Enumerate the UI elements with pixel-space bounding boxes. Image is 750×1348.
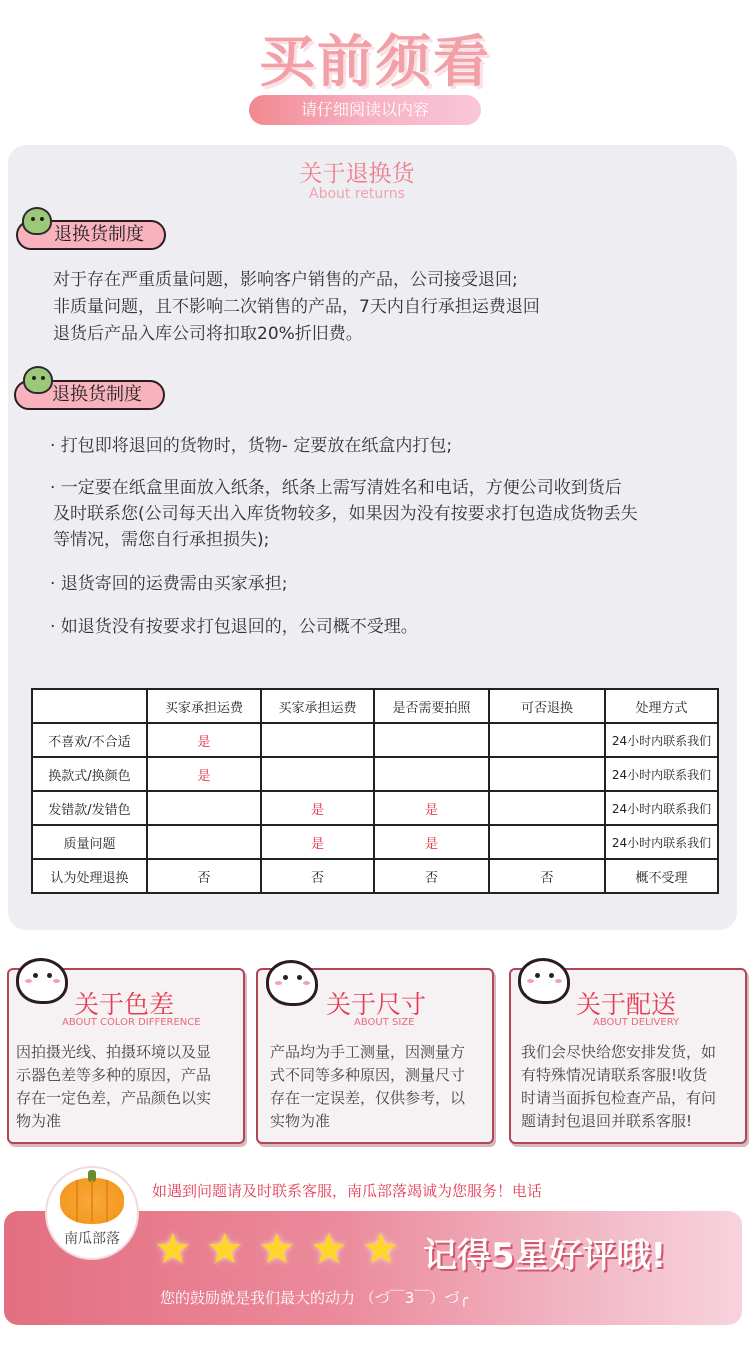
bullet-line: · 打包即将退回的货物时，货物- 定要放在纸盒内打包; [50, 436, 453, 456]
table-cell: 否 [261, 859, 374, 893]
feature-line: 我们会尽快给您安排发货，如 [521, 1043, 717, 1061]
feature-title: 关于尺寸 [326, 990, 427, 1019]
table-cell: 否 [489, 859, 605, 893]
table-header-cell: 是否需要拍照 [374, 689, 489, 723]
table-cell: 换款式/换颜色 [32, 757, 147, 791]
table-cell: 是 [147, 757, 261, 791]
star-icon: ★ [362, 1224, 400, 1273]
feature-line: 示器色差等多种的原因，产品 [16, 1066, 212, 1084]
table-cell: 不喜欢/不合适 [32, 723, 147, 757]
star-icon: ★ [206, 1224, 244, 1273]
review-slogan: 记得5星好评哦! [423, 1236, 667, 1276]
returns-title: 关于退换货 [299, 161, 415, 187]
table-cell: 24小时内联系我们 [605, 825, 718, 859]
table-cell [261, 723, 374, 757]
feature-title: 关于色差 [74, 990, 175, 1019]
table-cell: 发错款/发错色 [32, 791, 147, 825]
table-cell: 24小时内联系我们 [605, 723, 718, 757]
bullet-line: · 如退货没有按要求打包退回的，公司概不受理。 [50, 617, 418, 637]
table-header-cell [32, 689, 147, 723]
policy-line: 退货后产品入库公司将扣取20%折旧费。 [53, 324, 363, 344]
mascot-icon [16, 958, 68, 1004]
feature-line: 因拍摄光线、拍摄环境以及显 [16, 1043, 212, 1061]
table-row [32, 859, 718, 893]
mascot-icon [518, 958, 570, 1004]
star-icon: ★ [310, 1224, 348, 1273]
table-cell [489, 825, 605, 859]
contact-note: 如遇到问题请及时联系客服，南瓜部落竭诚为您服务！电话 [152, 1182, 543, 1200]
feature-subtitle: ABOUT SIZE [354, 1017, 415, 1028]
table-row [32, 757, 718, 791]
encourage-text: 您的鼓励就是我们最大的动力 （づ￣3￣）づ╭ [160, 1289, 469, 1307]
feature-line: 物为准 [16, 1112, 62, 1130]
table-header-cell: 买家承担运费 [147, 689, 261, 723]
table-header-cell: 处理方式 [605, 689, 718, 723]
pumpkin-icon [60, 1178, 124, 1224]
packing-tag-label: 退换货制度 [52, 384, 142, 405]
table-cell [147, 791, 261, 825]
feature-title: 关于配送 [576, 990, 677, 1019]
table-cell: 24小时内联系我们 [605, 791, 718, 825]
bullet-line: · 一定要在纸盒里面放入纸条，纸条上需写清姓名和电话，方便公司收到货后 [50, 478, 622, 498]
table-cell [489, 723, 605, 757]
bullet-line: 及时联系您(公司每天出入库货物较多，如果因为没有按要求打包造成货物丢失 [53, 504, 638, 524]
feature-line: 存在一定误差，仅供参考，以 [270, 1089, 466, 1107]
brand-name: 南瓜部落 [64, 1231, 120, 1247]
table-cell: 是 [261, 791, 374, 825]
feature-line: 题请封包退回并联系客服! [521, 1112, 693, 1130]
feature-line: 产品均为手工测量，因测量方 [270, 1043, 466, 1061]
bullet-line: 等情况，需您自行承担损失); [53, 530, 270, 550]
feature-subtitle: ABOUT DELIVERY [593, 1017, 680, 1028]
star-icon: ★ [258, 1224, 296, 1273]
frog-icon [23, 366, 53, 394]
table-cell: 概不受理 [605, 859, 718, 893]
mascot-icon [266, 960, 318, 1006]
table-cell: 否 [374, 859, 489, 893]
bullet-line: · 退货寄回的运费需由买家承担; [50, 574, 288, 594]
table-cell: 认为处理退换 [32, 859, 147, 893]
table-cell [374, 757, 489, 791]
subtitle-pill: 请仔细阅读以内容 [249, 95, 481, 125]
feature-line: 有特殊情况请联系客服!收货 [521, 1066, 708, 1084]
page-title: 买前须看 [259, 30, 491, 95]
feature-line: 存在一定色差，产品颜色以实 [16, 1089, 212, 1107]
table-row [32, 825, 718, 859]
policy-line: 非质量问题，且不影响二次销售的产品，7天内自行承担运费退回 [53, 297, 540, 317]
table-cell [489, 791, 605, 825]
policy-line: 对于存在严重质量问题，影响客户销售的产品，公司接受退回; [53, 270, 518, 290]
table-cell: 是 [374, 825, 489, 859]
table-cell: 是 [374, 791, 489, 825]
table-header-row [32, 689, 718, 723]
table-cell [489, 757, 605, 791]
star-icon: ★ [154, 1224, 192, 1273]
table-header-cell: 可否退换 [489, 689, 605, 723]
feature-line: 时请当面拆包检查产品，有问 [521, 1089, 717, 1107]
feature-line: 实物为准 [270, 1112, 331, 1130]
table-cell [261, 757, 374, 791]
table-cell: 是 [261, 825, 374, 859]
returns-subtitle: About returns [309, 186, 405, 202]
feature-subtitle: ABOUT COLOR DIFFERENCE [62, 1017, 201, 1028]
table-header-cell: 买家承担运费 [261, 689, 374, 723]
table-cell: 24小时内联系我们 [605, 757, 718, 791]
table-cell [374, 723, 489, 757]
frog-icon [22, 207, 52, 235]
table-cell: 质量问题 [32, 825, 147, 859]
feature-line: 式不同等多种原因，测量尺寸 [270, 1066, 466, 1084]
table-row [32, 791, 718, 825]
table-cell [147, 825, 261, 859]
returns-table [31, 688, 719, 894]
table-cell: 是 [147, 723, 261, 757]
table-cell: 否 [147, 859, 261, 893]
policy-tag-label: 退换货制度 [54, 224, 144, 245]
table-row [32, 723, 718, 757]
